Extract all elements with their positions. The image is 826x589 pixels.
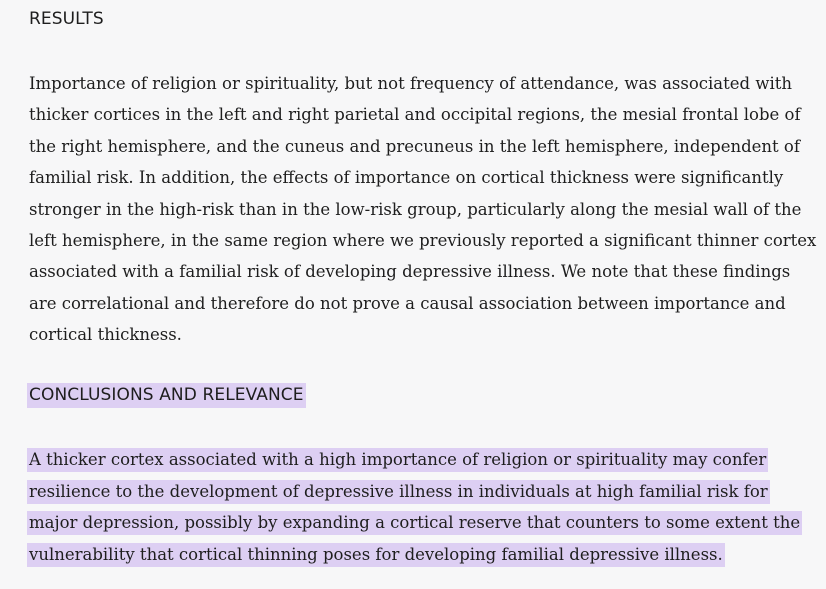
results-line: thicker cortices in the left and right parietal and occipital regions, the mesial frontal lobe of	[29, 105, 801, 125]
conclusions-line: resilience to the development of depressive illness in individuals at high familial risk for	[27, 480, 770, 504]
conclusions-line-wrap	[27, 539, 826, 571]
results-line: cortical thickness.	[29, 325, 182, 345]
conclusions-line: vulnerability that cortical thinning poses for developing familial depressive illness.	[27, 543, 725, 567]
conclusions-heading: CONCLUSIONS AND RELEVANCE	[27, 383, 306, 408]
results-line: left hemisphere, in the same region where we previously reported a significant thinner cortex	[29, 230, 817, 250]
results-heading: RESULTS	[29, 9, 104, 29]
results-line: associated with a familial risk of developing depressive illness. We note that these findings	[29, 262, 791, 282]
results-line: familial risk. In addition, the effects of importance on cortical thickness were significantly	[29, 168, 784, 188]
results-line: stronger in the high-risk than in the low-risk group, particularly along the mesial wall of the	[29, 199, 802, 219]
conclusions-paragraph	[27, 444, 826, 570]
results-line: the right hemisphere, and the cuneus and precuneus in the left hemisphere, independent of	[29, 136, 800, 156]
conclusions-line: A thicker cortex associated with a high importance of religion or spirituality may confer	[27, 448, 768, 472]
results-paragraph	[29, 68, 826, 351]
conclusions-line-wrap	[27, 444, 826, 476]
conclusions-line-wrap	[27, 476, 826, 508]
results-line: Importance of religion or spirituality, but not frequency of attendance, was associated with	[29, 74, 793, 93]
conclusions-line-wrap	[27, 507, 826, 539]
conclusions-line: major depression, possibly by expanding a cortical reserve that counters to some extent the	[27, 511, 802, 535]
results-line: are correlational and therefore do not prove a causal association between importance and	[29, 293, 786, 313]
